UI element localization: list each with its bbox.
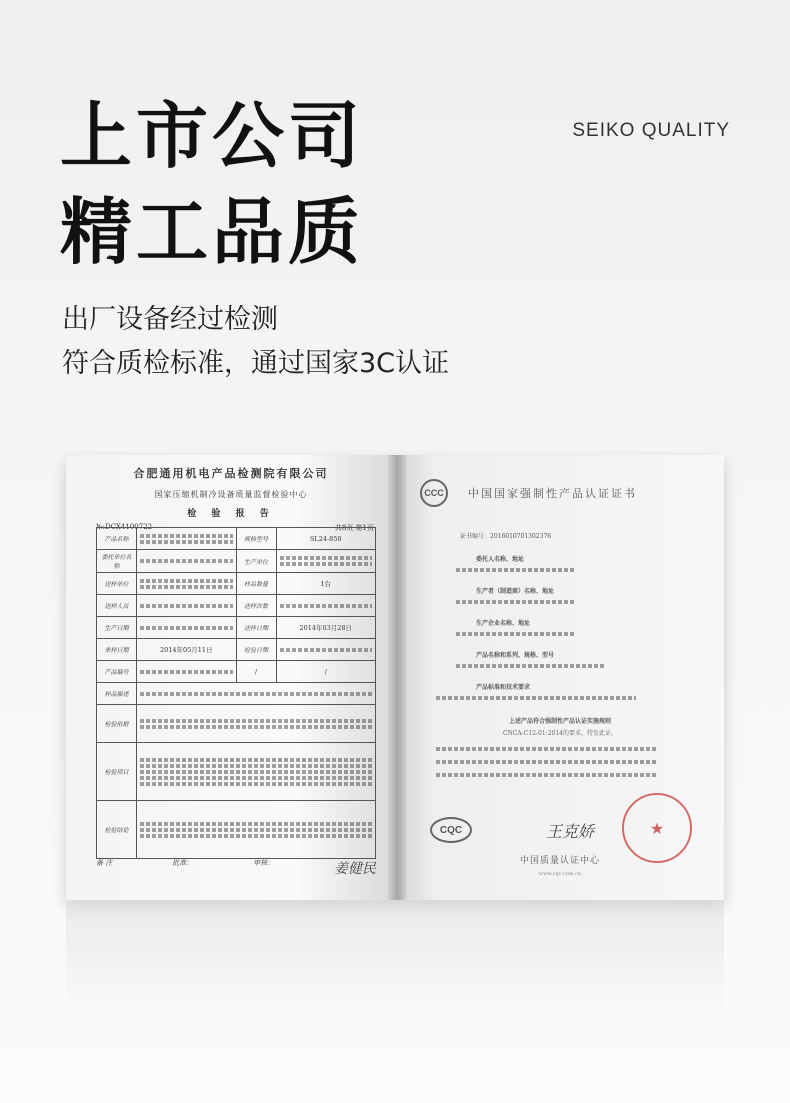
- row-value: [137, 743, 376, 801]
- ccc-logo-icon: CCC: [420, 479, 448, 507]
- table-row: [97, 528, 376, 550]
- row-key: 来样日期: [97, 639, 137, 661]
- row-value: [276, 595, 376, 617]
- report-title: 检 验 报 告: [187, 509, 275, 519]
- certification-center: 中国质量认证中心: [519, 856, 600, 866]
- approver-label: 批准：: [172, 859, 194, 867]
- row-key: 规格型号: [236, 528, 276, 550]
- row-value: [276, 639, 376, 661]
- row-value: SL24-850: [276, 528, 376, 550]
- row-value: [137, 683, 376, 705]
- row-key: 检验结论: [97, 801, 137, 859]
- ccc-certificate-page: [396, 455, 724, 900]
- row-key: 生产单位: [236, 550, 276, 573]
- table-row: [97, 661, 376, 683]
- row-value: 2014年05月11日: [137, 639, 237, 661]
- report-footer: [96, 858, 376, 878]
- star-icon: ★: [649, 818, 665, 838]
- table-row: [97, 617, 376, 639]
- row-value: 1台: [276, 573, 376, 595]
- row-key: /: [236, 661, 276, 683]
- report-signature: 姜健民: [334, 861, 376, 877]
- cert-line: 产品标准和技术要求: [476, 684, 531, 691]
- row-value: [137, 661, 237, 683]
- row-key: 产品名称: [97, 528, 137, 550]
- inspection-report-page: [66, 455, 396, 900]
- cert-line: CNCA-C12-01:2014的要求，特发此证。: [503, 730, 617, 737]
- row-value: [137, 550, 237, 573]
- certificate-number: 证书编号：2016010701302376: [460, 533, 552, 540]
- certificate-url: www.cqc.com.cn: [538, 871, 582, 877]
- table-row: [97, 639, 376, 661]
- brand-tagline: SEIKO QUALITY: [572, 120, 730, 141]
- row-key: 检验依据: [97, 705, 137, 743]
- cert-line: 委托人名称、地址: [476, 556, 525, 563]
- row-key: 产品编号: [97, 661, 137, 683]
- row-key: 样品描述: [97, 683, 137, 705]
- reviewer-label: 审核：: [253, 859, 275, 867]
- report-table: [96, 527, 376, 859]
- row-key: 检验项目: [97, 743, 137, 801]
- report-center: 国家压缩机制冷设备质量监督检验中心: [154, 490, 308, 499]
- row-key: 生产日期: [97, 617, 137, 639]
- remark-label: 备 注: [96, 859, 113, 867]
- row-key: 样品数量: [236, 573, 276, 595]
- row-value: [137, 801, 376, 859]
- certificate-title: 中国国家强制性产品认证证书: [468, 487, 637, 500]
- row-key: 送样单位: [97, 573, 137, 595]
- certificate-signature: 王克娇: [546, 822, 595, 841]
- table-row: [97, 801, 376, 859]
- row-key: 送样次数: [236, 595, 276, 617]
- headline: [60, 88, 364, 280]
- cqc-logo-icon: CQC: [430, 817, 472, 843]
- subtitle: [62, 298, 449, 386]
- row-key: 委托单位名称: [97, 550, 137, 573]
- row-key: 检验日期: [236, 639, 276, 661]
- row-value: [137, 595, 237, 617]
- headline-line-2: 精工品质: [60, 190, 365, 274]
- row-key: 送样人员: [97, 595, 137, 617]
- cert-line: 上述产品符合强制性产品认证实施规则: [508, 718, 611, 725]
- table-row: [97, 573, 376, 595]
- table-row: [97, 743, 376, 801]
- row-value: [137, 705, 376, 743]
- row-value: 2014年03月28日: [276, 617, 376, 639]
- report-page: 共8页 第1页: [334, 524, 374, 532]
- row-value: [137, 573, 237, 595]
- booklet-spine: [388, 455, 406, 900]
- table-row: [97, 705, 376, 743]
- row-value: [137, 528, 237, 550]
- table-row: [97, 595, 376, 617]
- headline-line-1: 上市公司: [60, 94, 365, 178]
- cert-line: 生产者（制造商）名称、地址: [476, 588, 555, 595]
- row-value: [137, 617, 237, 639]
- certificate-booklet: [66, 455, 724, 900]
- booklet-reflection: [66, 900, 724, 1020]
- row-value: /: [276, 661, 376, 683]
- cert-line: 生产企业名称、地址: [476, 620, 531, 627]
- table-row: [97, 550, 376, 573]
- cert-line: 产品名称和系列、规格、型号: [476, 652, 555, 659]
- subtitle-line-2: 符合质检标准，通过国家3C认证: [62, 348, 450, 379]
- table-row: [97, 683, 376, 705]
- row-value: [276, 550, 376, 573]
- report-org: 合肥通用机电产品检测院有限公司: [133, 467, 329, 480]
- subtitle-line-1: 出厂设备经过检测: [62, 304, 278, 335]
- row-key: 送样日期: [236, 617, 276, 639]
- report-number: №:DCX4100722: [96, 523, 153, 531]
